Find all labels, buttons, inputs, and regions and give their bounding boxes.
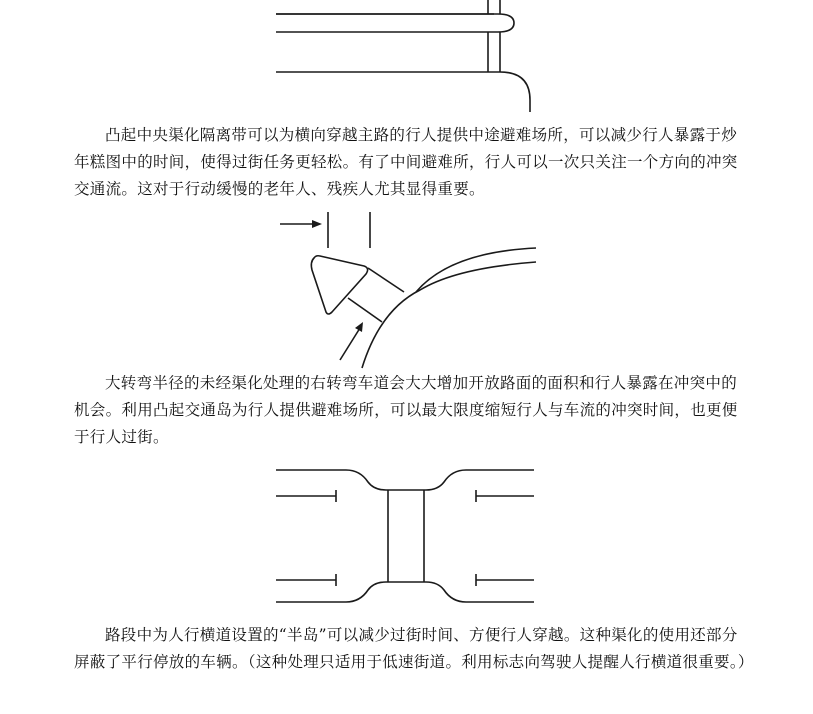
- curb-edge: [276, 582, 534, 602]
- arrow-right-icon: [312, 220, 322, 228]
- curb-edge: [276, 72, 530, 112]
- curb-curve: [362, 262, 536, 368]
- paragraph-right-turn-island: 大转弯半径的未经渠化处理的右转弯车道会大大增加开放路面的面积和行人暴露在冲突中的机会。利用凸起交通岛为行人提供避难场所，可以最大限度缩短行人与车流的冲突时间，也更便于行人过街。: [74, 374, 738, 446]
- paragraph-median-refuge: 凸起中央渠化隔离带可以为横向穿越主路的行人提供中途避难场所，可以减少行人暴露于炒年糕图中的时间，使得过街任务更轻松。有了中间避难所，行人可以一次只关注一个方向的冲突交通流。这对于行动缓慢的老年人、残疾人尤其显得重要。: [74, 126, 738, 198]
- right-turn-island-figure: [270, 212, 550, 370]
- mid-block-bulbout-diagram: [270, 462, 540, 612]
- crosswalk-line: [368, 268, 404, 292]
- crosswalk-line: [348, 298, 382, 322]
- arrow-line: [340, 328, 360, 360]
- right-turn-island-diagram: [270, 212, 550, 370]
- median-island: [276, 14, 514, 32]
- median-refuge-figure: [268, 0, 538, 115]
- median-refuge-diagram: [268, 0, 538, 115]
- mid-block-bulbout-figure: [270, 462, 540, 612]
- paragraph-bulbout: 路段中为人行横道设置的“半岛”可以减少过街时间、方便行人穿越。这种渠化的使用还部分屏蔽了平行停放的车辆。（这种处理只适用于低速街道。利用标志向驾驶人提醒人行横道很重要。）: [74, 626, 754, 671]
- curb-edge: [276, 470, 534, 490]
